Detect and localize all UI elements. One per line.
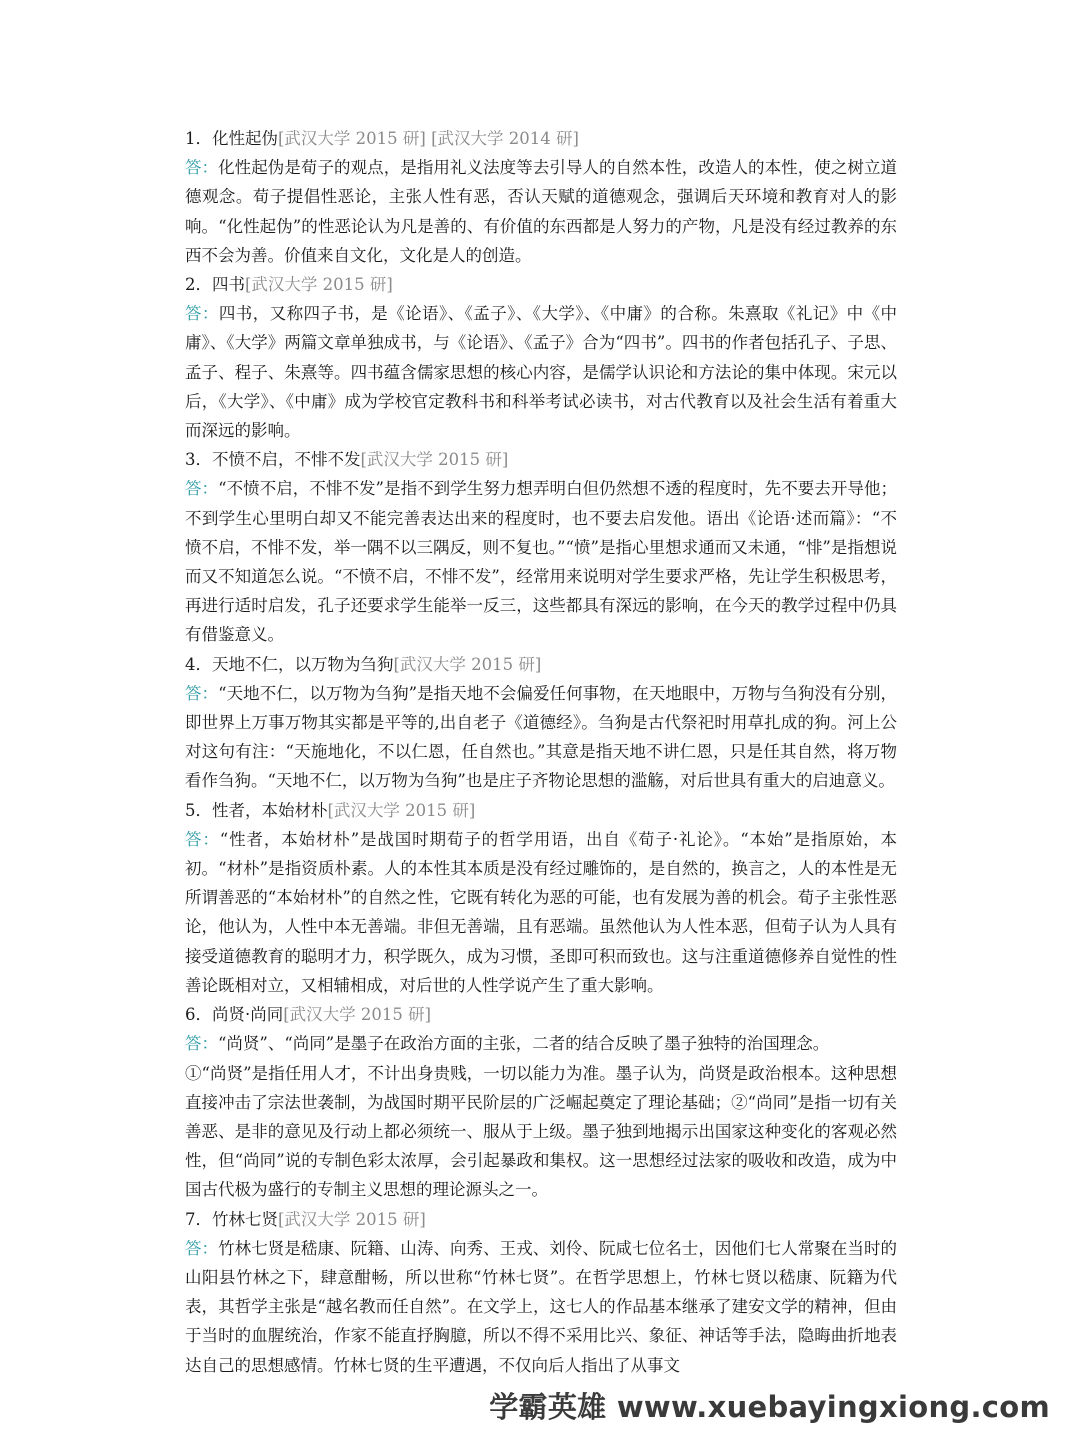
entry-source: [武汉大学 2015 研] [武汉大学 2014 研] (278, 129, 579, 148)
entry-answer (185, 299, 897, 445)
entry-answer (185, 825, 897, 1000)
answer-label: 答： (185, 158, 219, 178)
entry-2 (185, 270, 897, 445)
site-watermark: 学霸英雄 www.xuebayingxiong.com (489, 1390, 1050, 1424)
entry-term: 天地不仁，以万物为刍狗 (212, 654, 394, 674)
entry-source: [武汉大学 2015 研] (245, 275, 393, 295)
entry-term: 四书 (212, 275, 245, 295)
entry-number: 4． (185, 654, 212, 674)
answer-label: 答： (185, 683, 219, 703)
entry-heading (185, 796, 897, 825)
answer-label: 答： (185, 829, 220, 849)
entry-number: 1． (185, 129, 212, 148)
entry-source: [武汉大学 2015 研] (393, 654, 542, 674)
entry-heading (185, 445, 897, 474)
entry-4 (185, 650, 897, 796)
entry-heading (185, 1205, 897, 1234)
answer-text: 四书，又称四子书，是《论语》、《孟子》、《大学》、《中庸》的合称。朱熹取《礼记》中《中庸》、《大学》两篇文章单独成书，与《论语》、《孟子》合为“四书”。四书的作者包括孔子、子思、孟子、程子、朱熹等。四书蕴含儒家思想的核心内容，是儒学认识论和方法论的集中体现。宋元以后，《大学》、《中庸》成为学校官定教科书和科举考试必读书，对古代教育以及社会生活有着重大而深远的影响。 (185, 304, 898, 441)
answer-text: “不愤不启，不悱不发”是指不到学生努力想弄明白但仍然想不透的程度时，先不要去开导他；不到学生心里明白却又不能完善表达出来的程度时，也不要去启发他。语出《论语·述而篇》：“不愤不启，不悱不发，举一隅不以三隅反，则不复也。”“愤”是指心里想求通而又未通，“悱”是指想说而又不知道怎么说。“不愤不启，不悱不发”，经常用来说明对学生要求严格，先让学生积极思考，再进行适时启发，孔子还要求学生能举一反三，这些都具有深远的影响，在今天的教学过程中仍具有借鉴意义。 (185, 479, 898, 645)
entry-number: 2． (185, 275, 212, 295)
entry-5 (185, 796, 897, 1000)
answer-text: “性者，本始材朴”是战国时期荀子的哲学用语，出自《荀子·礼论》。“本始”是指原始，本初。“材朴”是指资质朴素。人的本性其本质是没有经过雕饰的，是自然的，换言之，人的本性是无所谓善恶的“本始材朴”的自然之性，它既有转化为恶的可能，也有发展为善的机会。荀子主张性恶论，他认为，人性中本无善端。非但无善端，且有恶端。虽然他认为人性本恶，但荀子认为人具有接受道德教育的聪明才力，积学既久，成为习惯，圣即可积而致也。这与注重道德修养自觉性的性善论既相对立，又相辅相成，对后世的人性学说产生了重大影响。 (185, 829, 897, 995)
entry-number: 7． (185, 1209, 212, 1229)
entry-number: 5． (185, 800, 212, 820)
entry-number: 3． (185, 450, 212, 470)
entry-heading (185, 1000, 897, 1029)
entry-6 (185, 1000, 897, 1204)
entry-source: [武汉大学 2015 研] (278, 1209, 426, 1229)
entry-term: 竹林七贤 (212, 1209, 278, 1229)
entry-heading (185, 124, 897, 153)
entry-3 (185, 445, 897, 649)
answer-label: 答： (185, 304, 219, 324)
entry-term: 不愤不启，不悱不发 (212, 450, 361, 470)
answer-text: “天地不仁，以万物为刍狗”是指天地不会偏爱任何事物，在天地眼中，万物与刍狗没有分别，即世界上万事万物其实都是平等的,出自老子《道德经》。刍狗是古代祭祀时用草扎成的狗。河上公对这句有注：“天施地化，不以仁恩，任自然也。”其意是指天地不讲仁恩，只是任其自然，将万物看作刍狗。“天地不仁，以万物为刍狗”也是庄子齐物论思想的滥觞，对后世具有重大的启迪意义。 (185, 683, 898, 791)
entry-source: [武汉大学 2015 研] (283, 1005, 432, 1025)
entry-1 (185, 124, 897, 270)
entry-heading (185, 650, 897, 679)
entry-answer (185, 474, 897, 649)
entry-7 (185, 1205, 897, 1380)
entry-term: 尚贤·尚同 (212, 1005, 284, 1025)
answer-text: “尚贤”、“尚同”是墨子在政治方面的主张，二者的结合反映了墨子独特的治国理念。 (218, 1034, 830, 1054)
entry-answer (185, 679, 897, 796)
answer-label: 答： (185, 1034, 218, 1054)
entry-answer-continued (185, 1059, 897, 1205)
entry-term: 化性起伪 (212, 129, 278, 148)
answer-label: 答： (185, 1238, 219, 1258)
entry-source: [武汉大学 2015 研] (327, 800, 476, 820)
answer-text: 化性起伪是荀子的观点，是指用礼义法度等去引导人的自然本性，改造人的本性，使之树立道德观念。荀子提倡性恶论，主张人性有恶，否认天赋的道德观念，强调后天环境和教育对人的影响。“化性起伪”的性恶论认为凡是善的、有价值的东西都是人努力的产物，凡是没有经过教养的东西不会为善。价值来自文化，文化是人的创造。 (185, 158, 898, 265)
entry-answer (185, 1029, 897, 1058)
entry-source: [武汉大学 2015 研] (360, 450, 509, 470)
answer-text: 竹林七贤是嵇康、阮籍、山涛、向秀、王戎、刘伶、阮咸七位名士，因他们七人常聚在当时的山阳县竹林之下，肆意酣畅，所以世称“竹林七贤”。在哲学思想上，竹林七贤以嵇康、阮籍为代表，其哲学主张是“越名教而任自然”。在文学上，这七人的作品基本继承了建安文学的精神，但由于当时的血腥统治，作家不能直抒胸臆，所以不得不采用比兴、象征、神话等手法，隐晦曲折地表达自己的思想感情。竹林七贤的生平遭遇，不仅向后人指出了从事文 (185, 1238, 898, 1375)
entry-number: 6． (185, 1005, 212, 1025)
document-body (185, 124, 897, 1380)
entry-answer (185, 1234, 897, 1380)
entry-answer (185, 153, 897, 270)
answer-text: ①“尚贤”是指任用人才，不计出身贵贱，一切以能力为准。墨子认为，尚贤是政治根本。这种思想直接冲击了宗法世袭制，为战国时期平民阶层的广泛崛起奠定了理论基础；②“尚同”是指一切有关善恶、是非的意见及行动上都必须统一、服从于上级。墨子独到地揭示出国家这种变化的客观必然性，但“尚同”说的专制色彩太浓厚，会引起暴政和集权。这一思想经过法家的吸收和改造，成为中国古代极为盛行的专制主义思想的理论源头之一。 (185, 1063, 897, 1200)
answer-label: 答： (185, 479, 219, 499)
entry-heading (185, 270, 897, 299)
entry-term: 性者，本始材朴 (212, 800, 328, 820)
